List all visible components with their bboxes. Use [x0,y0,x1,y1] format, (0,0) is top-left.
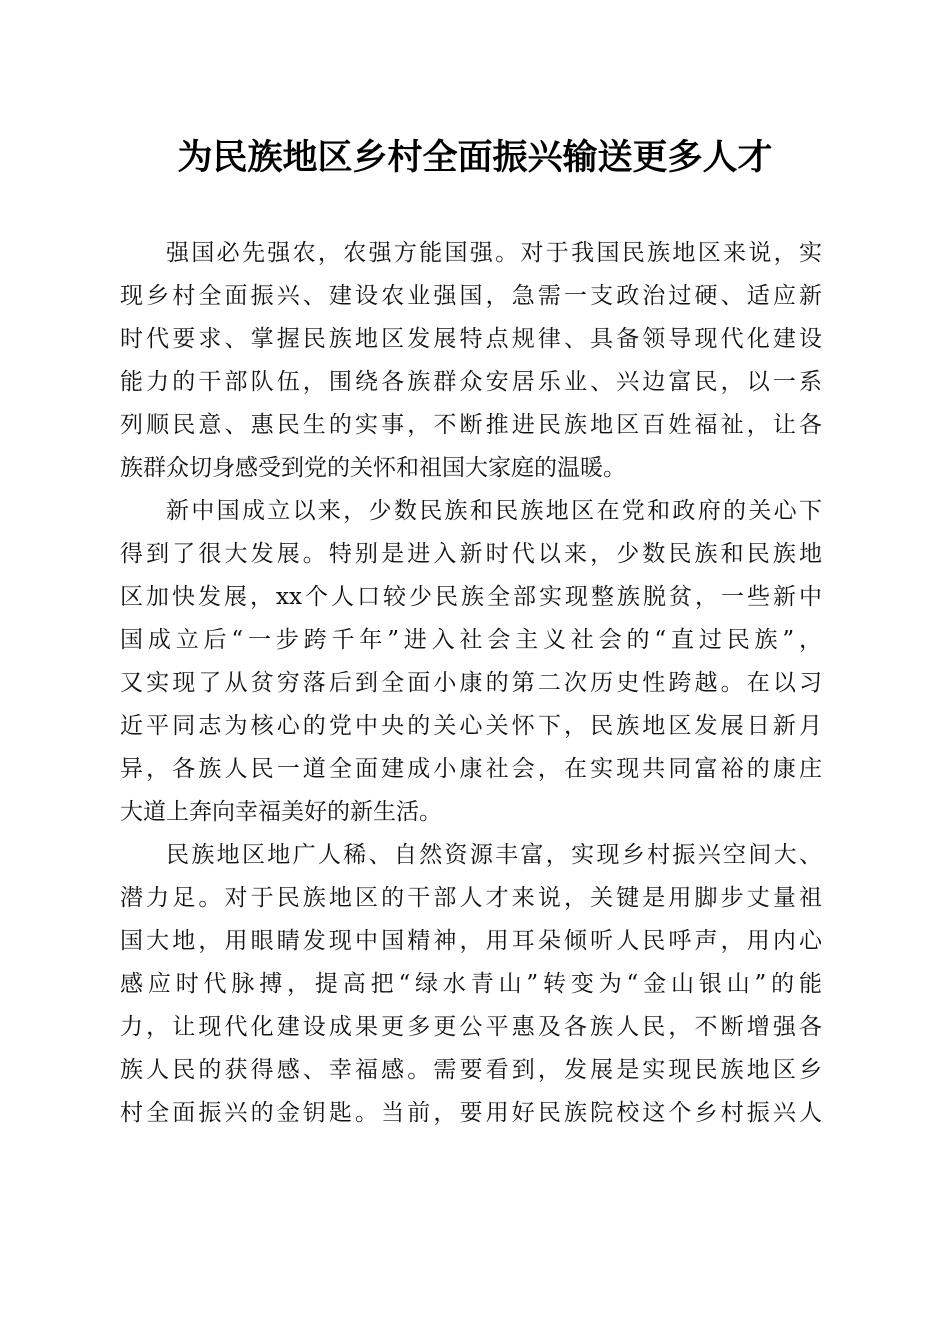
paragraph-line: 族人民的获得感、幸福感。需要看到，发展是实现民族地区乡 [120,1057,822,1083]
paragraph-line: 现乡村全面振兴、建设农业强国，急需一支政治过硬、适应新 [120,283,822,309]
paragraph-line: 时代要求、掌握民族地区发展特点规律、具备领导现代化建设 [120,326,822,352]
paragraph-1 [120,232,822,490]
paragraph-line: 异，各族人民一道全面建成小康社会，在实现共同富裕的康庄 [120,756,822,782]
paragraph-line: 新中国成立以来，少数民族和民族地区在党和政府的关心下 [166,498,822,524]
paragraph-line: 感应时代脉搏，提高把“绿水青山”转变为“金山银山”的能 [120,971,822,997]
paragraph-3 [120,834,822,1135]
document-title: 为民族地区乡村全面振兴输送更多人才 [177,137,773,178]
paragraph-line: 得到了很大发展。特别是进入新时代以来，少数民族和民族地 [120,541,822,567]
paragraph-line: 国成立后“一步跨千年”进入社会主义社会的“直过民族”， [120,627,822,653]
paragraph-line: 国大地，用眼睛发现中国精神，用耳朵倾听人民呼声，用内心 [120,928,822,954]
paragraph-line: 列顺民意、惠民生的实事，不断推进民族地区百姓福祉，让各 [120,412,822,438]
paragraph-line: 区加快发展，xx个人口较少民族全部实现整族脱贫，一些新中 [120,584,822,610]
paragraph-line: 强国必先强农，农强方能国强。对于我国民族地区来说，实 [166,240,822,266]
paragraph-line: 近平同志为核心的党中央的关心关怀下，民族地区发展日新月 [120,713,822,739]
paragraph-2 [120,490,822,834]
paragraph-line: 族群众切身感受到党的关怀和祖国大家庭的温暖。 [120,455,626,481]
paragraph-line: 又实现了从贫穷落后到全面小康的第二次历史性跨越。在以习 [120,670,822,696]
paragraph-line: 能力的干部队伍，围绕各族群众安居乐业、兴边富民，以一系 [120,369,822,395]
paragraph-line: 大道上奔向幸福美好的新生活。 [120,799,442,825]
paragraph-line: 村全面振兴的金钥匙。当前，要用好民族院校这个乡村振兴人 [120,1100,822,1126]
paragraph-line: 力，让现代化建设成果更多更公平惠及各族人民，不断增强各 [120,1014,822,1040]
paragraph-line: 民族地区地广人稀、自然资源丰富，实现乡村振兴空间大、 [166,842,822,868]
document-body [120,232,822,1135]
paragraph-line: 潜力足。对于民族地区的干部人才来说，关键是用脚步丈量祖 [120,885,822,911]
